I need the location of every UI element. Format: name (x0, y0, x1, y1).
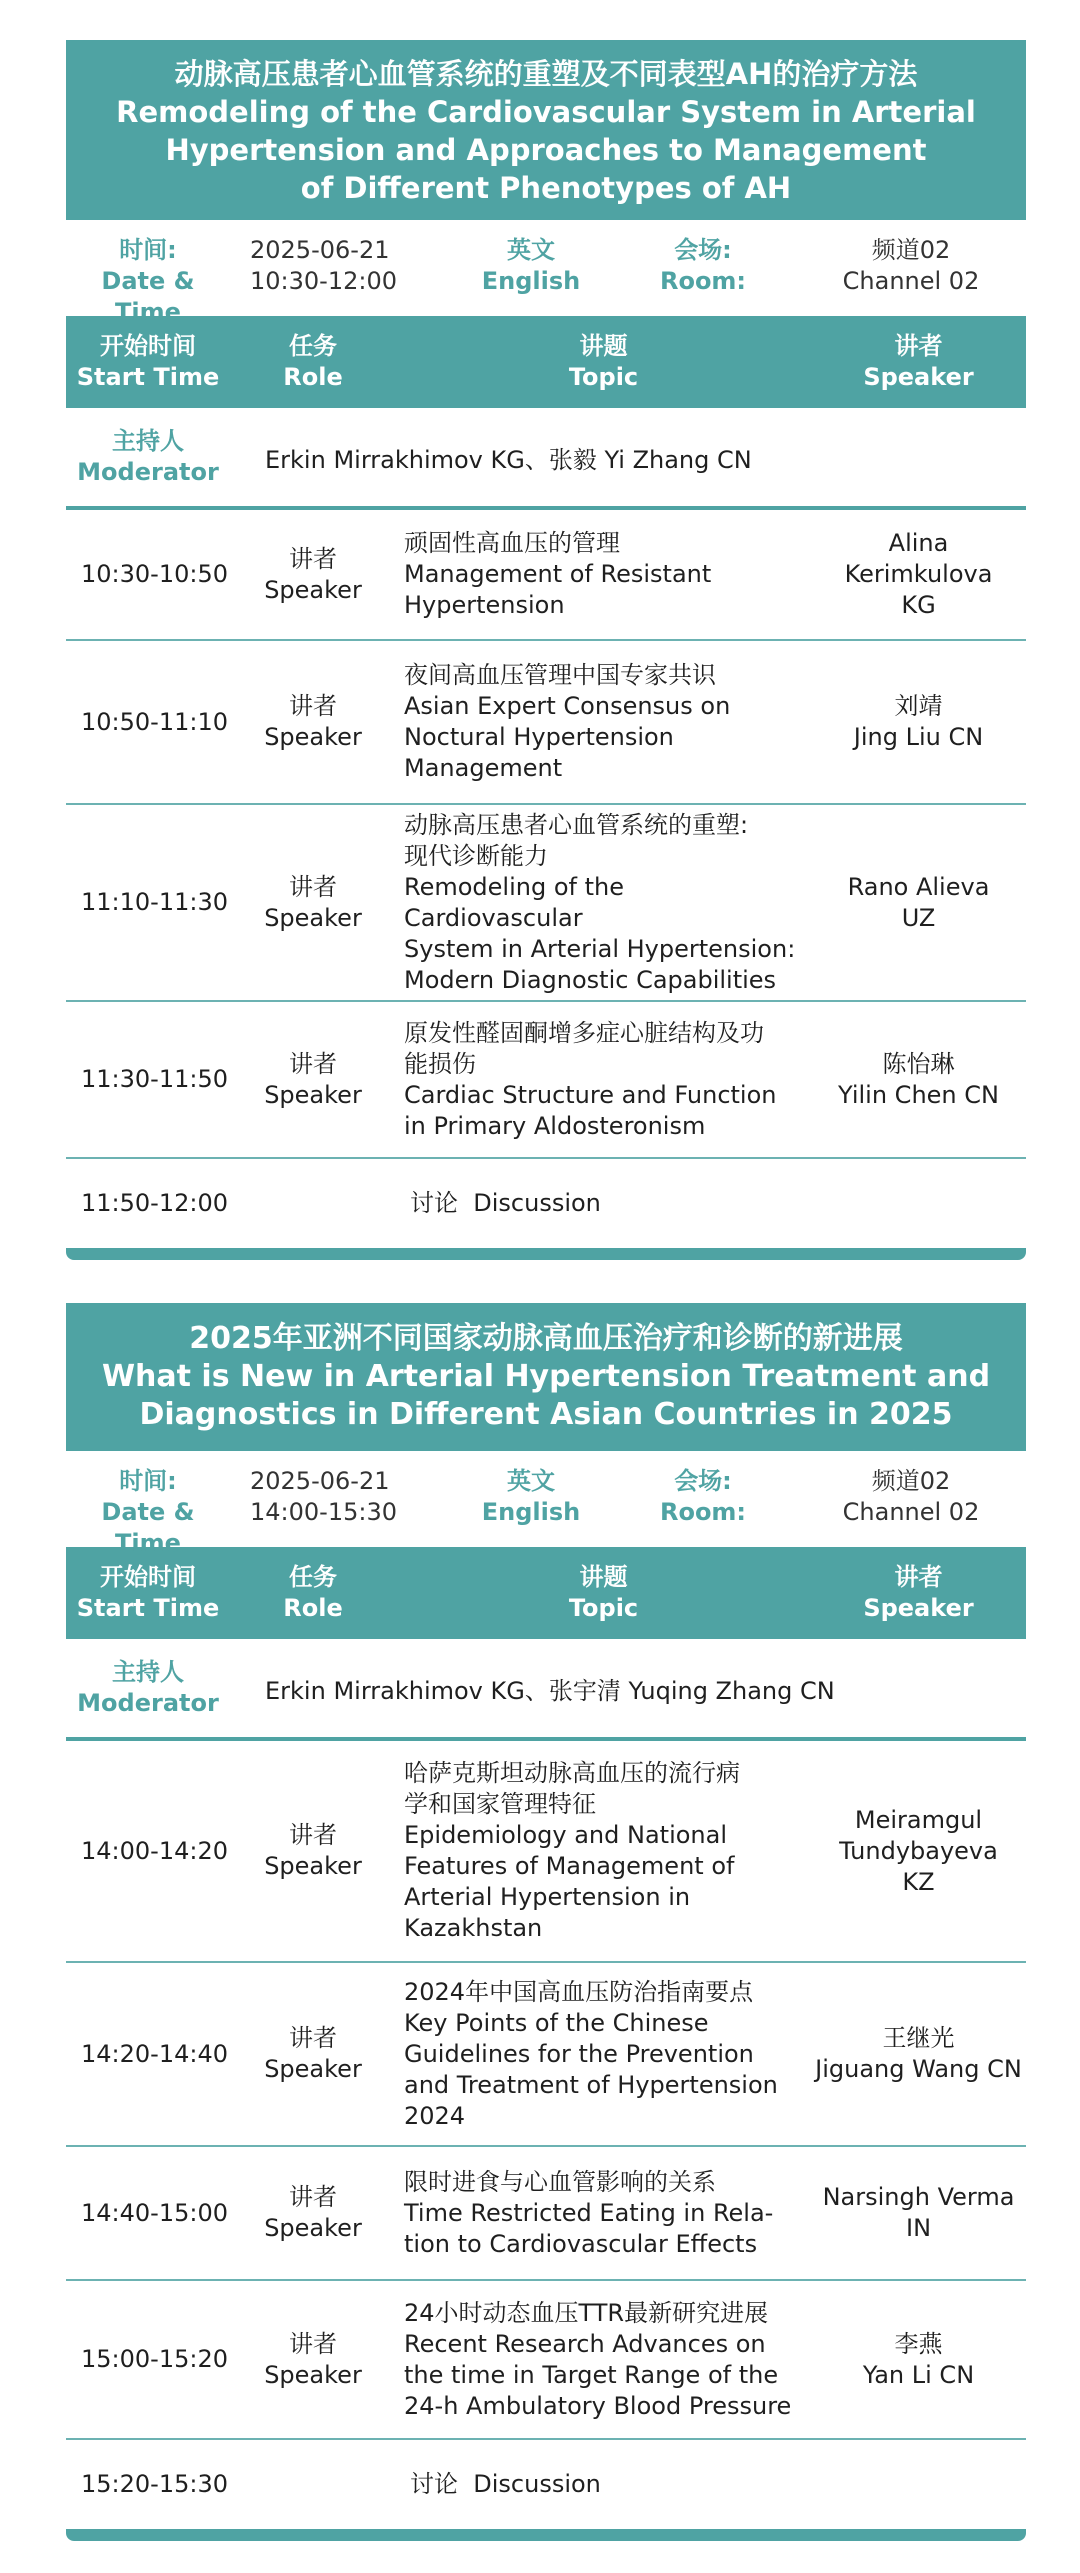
moderator-row (66, 408, 1026, 510)
row-role: 讲者 Speaker (264, 1821, 362, 1880)
moderator-label: 主持人 Moderator (77, 427, 219, 486)
row-speaker: Narsingh Verma IN (822, 2183, 1015, 2242)
language-label: 英文 English (481, 236, 581, 295)
row-topic: 顽固性高血压的管理 Management of Resistant Hypertension (404, 529, 712, 619)
session-title-en-line-3: of Different Phenotypes of AH (300, 171, 792, 205)
row-topic: 动脉高压患者心血管系统的重塑: 现代诊断能力 Remodeling of the Cardiovascular System in Arterial Hypertension: Modern Diagnostic Capabilities (404, 810, 796, 994)
date-time-value: 2025-06-21 10:30-12:00 (250, 236, 397, 295)
row-time: 11:50-12:00 (81, 1189, 228, 1217)
row-time: 10:50-11:10 (81, 707, 228, 736)
session-info-row (66, 1451, 1026, 1557)
moderator-names: Erkin Mirrakhimov KG、张毅 Yi Zhang CN (265, 445, 752, 474)
row-time: 14:40-15:00 (81, 2198, 228, 2227)
table-row (66, 1002, 1026, 1159)
room-label: 会场: Room: (659, 236, 747, 295)
row-topic: 24小时动态血压TTR最新研究进展 Recent Research Advances on the time in Target Range of the 24-h Ambulatory Blood Pressure (404, 2298, 792, 2420)
language-label: 英文 English (481, 1467, 581, 1526)
row-speaker: 李燕 Yan Li CN (862, 2329, 975, 2389)
room-value: 频道02 Channel 02 (842, 236, 980, 295)
discussion-row (66, 2440, 1026, 2529)
session-title-en-line-1: What is New in Arterial Hypertension Treatment and (101, 1359, 991, 1394)
row-role: 讲者 Speaker (264, 544, 362, 604)
row-time: 14:20-14:40 (81, 2039, 228, 2068)
table-row (66, 2147, 1026, 2281)
time-label: 时间: Date & Time (101, 1467, 195, 1557)
row-topic: 原发性醛固酮增多症心脏结构及功 能损伤 Cardiac Structure and Function in Primary Aldosteronism (404, 1018, 777, 1140)
room-value: 频道02 Channel 02 (842, 1467, 980, 1526)
discussion-label: 讨论 Discussion (410, 1189, 601, 1217)
row-time: 11:30-11:50 (81, 1065, 228, 1093)
session-2 (66, 1303, 1026, 2541)
header-role: 任务 Role (283, 332, 343, 391)
row-role: 讲者 Speaker (264, 1049, 362, 1109)
row-role: 讲者 Speaker (264, 872, 362, 932)
row-speaker: Meiramgul Tundybayeva KZ (839, 1805, 998, 1896)
date-time-value: 2025-06-21 14:00-15:30 (250, 1467, 397, 1526)
session-title-banner (66, 40, 1026, 220)
row-role: 讲者 Speaker (264, 2329, 362, 2389)
row-topic: 2024年中国高血压防治指南要点 Key Points of the Chinese Guidelines for the Prevention and Treatment of Hypertension 2024 (404, 1977, 778, 2130)
row-speaker: Alina Kerimkulova KG (844, 529, 993, 619)
row-role: 讲者 Speaker (264, 692, 362, 751)
session-bottom-bar (66, 2529, 1026, 2541)
table-row (66, 1963, 1026, 2147)
room-label: 会场: Room: (659, 1467, 747, 1526)
time-label: 时间: Date & Time (101, 236, 195, 326)
table-header (66, 316, 1026, 408)
row-time: 14:00-14:20 (81, 1836, 228, 1865)
session-title-banner (66, 1303, 1026, 1451)
header-start-time: 开始时间 Start Time (76, 332, 220, 391)
moderator-names: Erkin Mirrakhimov KG、张宇清 Yuqing Zhang CN (265, 1676, 835, 1705)
session-title-cn: 2025年亚洲不同国家动脉高血压治疗和诊断的新进展 (189, 1321, 903, 1356)
session-title-en-line-1: Remodeling of the Cardiovascular System in Arterial (116, 95, 976, 129)
moderator-row (66, 1639, 1026, 1741)
row-role: 讲者 Speaker (264, 2183, 362, 2242)
session-bottom-bar (66, 1248, 1026, 1260)
row-topic: 夜间高血压管理中国专家共识 Asian Expert Consensus on Noctural Hypertension Management (404, 661, 731, 782)
session-title-cn: 动脉高压患者心血管系统的重塑及不同表型AH的治疗方法 (174, 57, 918, 91)
row-time: 15:00-15:20 (81, 2345, 228, 2373)
session-1 (66, 40, 1026, 1260)
row-time: 11:10-11:30 (81, 888, 228, 916)
table-row (66, 641, 1026, 805)
row-speaker: 王继光 Jiguang Wang CN (815, 2024, 1022, 2083)
table-row (66, 805, 1026, 1002)
header-start-time: 开始时间 Start Time (76, 1563, 220, 1622)
discussion-row (66, 1159, 1026, 1248)
header-topic: 讲题 Topic (568, 1563, 639, 1622)
row-role: 讲者 Speaker (264, 2024, 362, 2083)
row-time: 15:20-15:30 (81, 2470, 228, 2498)
row-topic: 哈萨克斯坦动脉高血压的流行病 学和国家管理特征 Epidemiology and National Features of Management of Arterial Hypertension in Kazakhstan (404, 1759, 740, 1942)
header-role: 任务 Role (283, 1563, 343, 1622)
session-title-en-line-2: Diagnostics in Different Asian Countries in 2025 (139, 1397, 953, 1432)
table-row (66, 2281, 1026, 2440)
header-speaker: 讲者 Speaker (863, 1563, 974, 1622)
discussion-label: 讨论 Discussion (410, 2470, 601, 2498)
table-header (66, 1547, 1026, 1639)
row-time: 10:30-10:50 (81, 560, 228, 588)
moderator-label: 主持人 Moderator (77, 1658, 219, 1717)
session-title-en-line-2: Hypertension and Approaches to Management (165, 133, 927, 167)
row-speaker: Rano Alieva UZ (847, 872, 990, 932)
header-speaker: 讲者 Speaker (863, 332, 974, 391)
session-info-row (66, 220, 1026, 326)
table-row (66, 510, 1026, 641)
header-topic: 讲题 Topic (568, 332, 639, 391)
row-speaker: 刘靖 Jing Liu CN (853, 692, 984, 751)
row-speaker: 陈怡琳 Yilin Chen CN (838, 1049, 999, 1109)
row-topic: 限时进食与心血管影响的关系 Time Restricted Eating in Rela- tion to Cardiovascular Effects (404, 2167, 774, 2258)
table-row (66, 1741, 1026, 1963)
